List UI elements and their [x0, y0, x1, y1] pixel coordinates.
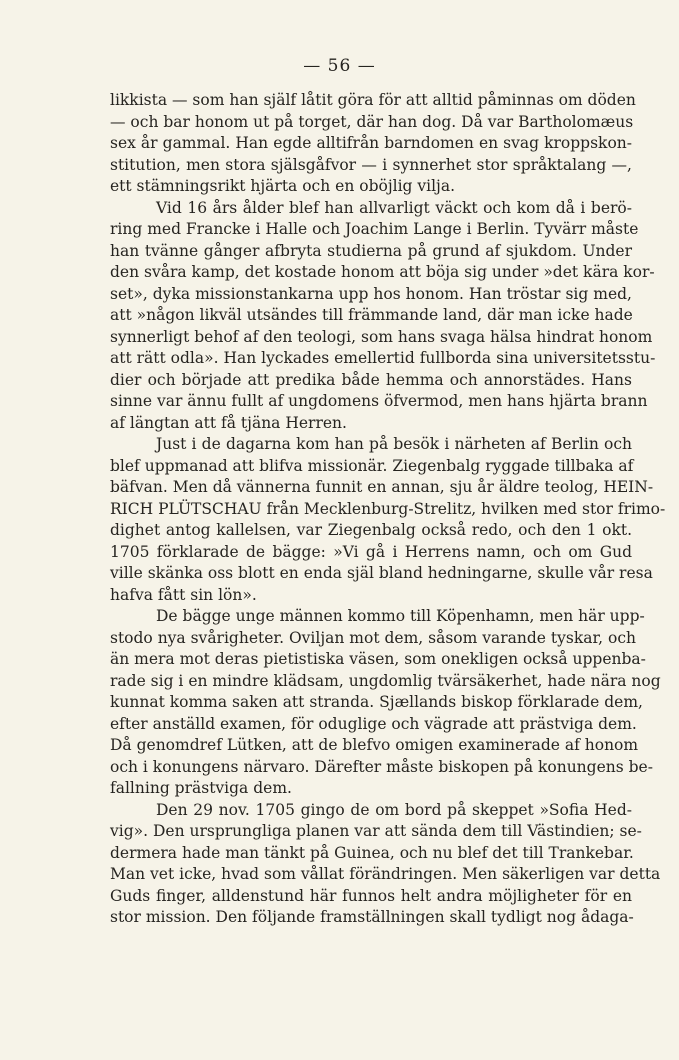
text-line: stodo nya svårigheter. Oviljan mot dem, såsom varande tyskar, och [110, 628, 637, 647]
text-line: sinne var ännu fullt af ungdomens öfvermod, men hans hjärta brann [110, 392, 648, 410]
text-line: stor mission. Den följande framställningen skall tydligt nog ådaga- [110, 908, 634, 926]
text-line: att »någon likväl utsändes till främmande land, där man icke hade [110, 306, 633, 324]
text-line: bäfvan. Men då vännerna funnit en annan, sju år äldre teolog, HEIN- [110, 478, 654, 496]
text-line: 1705 förklarade de bägge: »Vi gå i Herrens namn, och om Gud [110, 542, 632, 561]
text-line: set», dyka missionstankarna upp hos honom. Han tröstar sig med, [110, 284, 632, 303]
text-line: Man vet icke, hvad som vållat förändringen. Men säkerligen var detta [110, 865, 661, 883]
text-line: efter anställd examen, för oduglige och vägrade att prästviga dem. [110, 714, 637, 733]
text-line: synnerligt behof af den teologi, som hans svaga hälsa hindrat honom [110, 327, 653, 346]
text-line: ring med Francke i Halle och Joachim Lange i Berlin. Tyvärr måste [110, 220, 639, 238]
text-line: fallning prästviga dem. [110, 779, 292, 797]
text-line: kunnat komma saken att stranda. Sjællands biskop förklarade dem, [110, 693, 643, 711]
text-line: Den 29 nov. 1705 gingo de om bord på skeppet »Sofia Hed- [156, 800, 632, 819]
text-line: rade sig i en mindre klädsam, ungdomlig tvärsäkerhet, hade nära nog [110, 671, 661, 690]
text-line: RICH PLÜTSCHAU från Mecklenburg-Strelitz, hvilken med stor frimo- [110, 499, 666, 518]
text-line: — och bar honom ut på torget, där han dog. Då var Bartholomæus [110, 112, 634, 131]
body-text [110, 90, 666, 929]
text-line: Just i de dagarna kom han på besök i närheten af Berlin och [156, 435, 632, 453]
text-line: likkista — som han själf låtit göra för att alltid påminnas om döden [110, 91, 636, 109]
text-line: ett stämningsrikt hjärta och en oböjlig vilja. [110, 177, 456, 195]
text-line: dermera hade man tänkt på Guinea, och nu blef det till Trankebar. [110, 843, 634, 862]
text-line: vig». Den ursprungliga planen var att sända dem till Västindien; se- [110, 822, 642, 840]
text-line: dighet antog kallelsen, var Ziegenbalg också redo, och den 1 okt. [110, 521, 632, 539]
text-line: dier och började att predika både hemma och annorstädes. Hans [110, 370, 632, 389]
text-line: hafva fått sin lön». [110, 585, 257, 604]
text-line: af längtan att få tjäna Herren. [110, 413, 347, 432]
text-line: han tvänne gånger afbryta studierna på grund af sjukdom. Under [110, 241, 632, 260]
text-line: Då genomdref Lütken, att de blefvo omigen examinerade af honom [110, 736, 639, 754]
text-line: Guds finger, alldenstund här funnos helt andra möjligheter för en [110, 886, 632, 905]
text-line: stitution, men stora själsgåfvor — i synnerhet stor språktalang —, [110, 155, 632, 174]
text-line: att rätt odla». Han lyckades emellertid fullborda sina universitetsstu- [110, 349, 656, 367]
text-line: Vid 16 års ålder blef han allvarligt väckt och kom då i berö- [156, 198, 632, 217]
text-line: ville skänka oss blott en enda själ bland hedningarne, skulle vår resa [110, 564, 653, 582]
text-line: sex år gammal. Han egde alltifrån barndomen en svag kroppskon- [110, 134, 632, 152]
text-line: än mera mot deras pietistiska väsen, som onekligen också uppenba- [110, 650, 646, 668]
page-number: — 56 — [303, 56, 376, 76]
text-line: den svåra kamp, det kostade honom att böja sig under »det kära kor- [110, 263, 655, 281]
text-line: och i konungens närvaro. Därefter måste biskopen på konungens be- [110, 757, 653, 776]
text-line: De bägge unge männen kommo till Köpenhamn, men här upp- [156, 607, 645, 625]
text-line: blef uppmanad att blifva missionär. Ziegenbalg ryggade tillbaka af [110, 456, 634, 475]
